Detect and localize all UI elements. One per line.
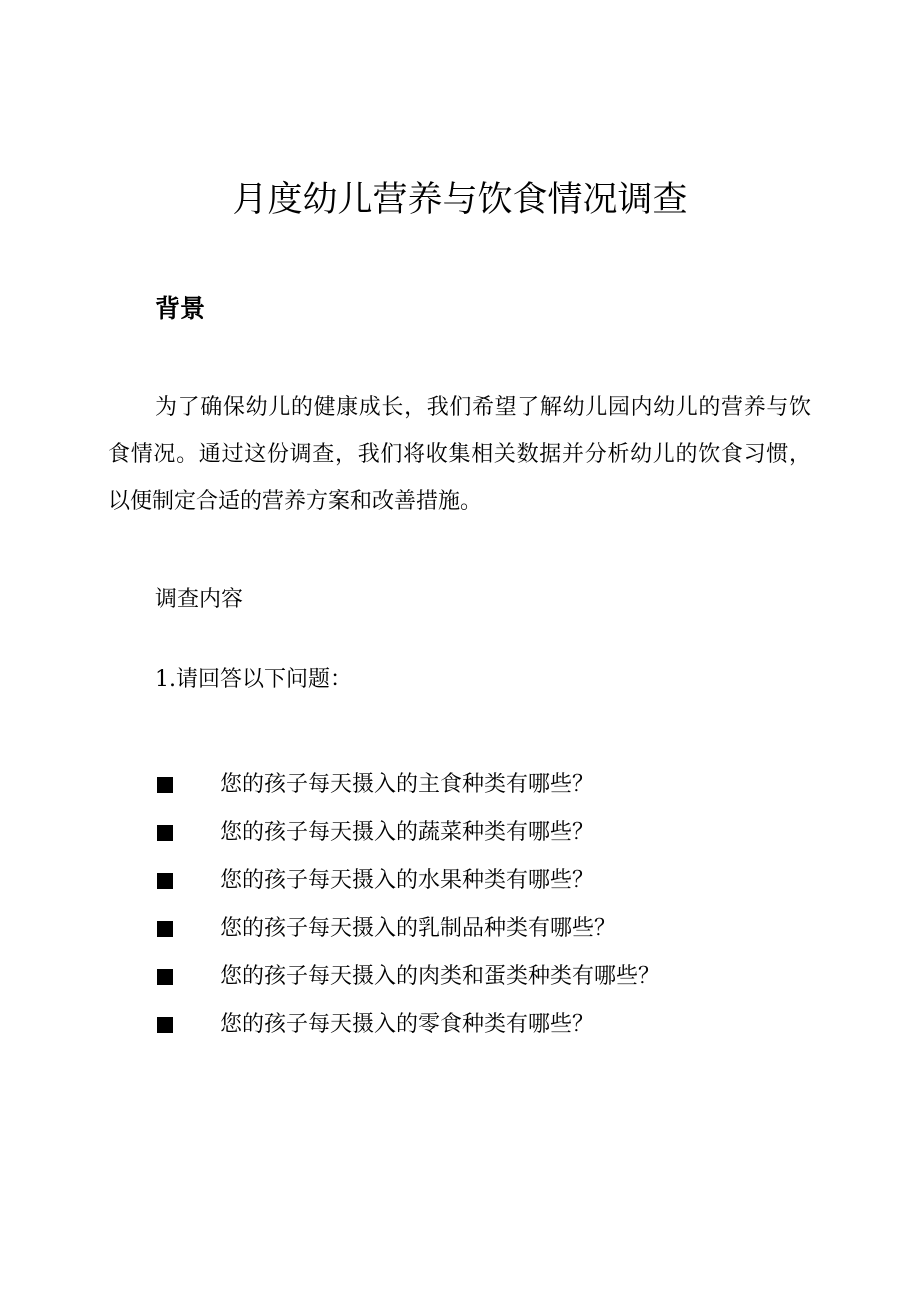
- question-item: [157, 953, 660, 1001]
- question-text: 您的孩子每天摄入的水果种类有哪些？: [220, 868, 595, 893]
- question-item: [157, 761, 660, 809]
- background-heading: 背景: [155, 294, 206, 323]
- question-item: [157, 809, 660, 857]
- square-bullet-icon: [157, 777, 173, 793]
- question-text: 您的孩子每天摄入的蔬菜种类有哪些？: [220, 820, 595, 845]
- question-list: [157, 761, 660, 1049]
- background-paragraph: 为了确保幼儿的健康成长，我们希望了解幼儿园内幼儿的营养与饮食情况。通过这份调查，我们将收集相关数据并分析幼儿的饮食习惯，以便制定合适的营养方案和改善措施。: [108, 395, 811, 514]
- question-item: [157, 857, 660, 905]
- survey-content-heading: 调查内容: [155, 587, 244, 612]
- question-text: 您的孩子每天摄入的零食种类有哪些？: [220, 1012, 595, 1037]
- question-text: 您的孩子每天摄入的肉类和蛋类种类有哪些？: [220, 964, 661, 989]
- square-bullet-icon: [157, 1017, 173, 1033]
- question-text: 您的孩子每天摄入的乳制品种类有哪些？: [220, 916, 617, 941]
- question-intro: 1.请回答以下问题：: [155, 667, 352, 692]
- question-item: [157, 905, 660, 953]
- square-bullet-icon: [157, 825, 173, 841]
- question-text: 您的孩子每天摄入的主食种类有哪些？: [220, 772, 595, 797]
- page-title: 月度幼儿营养与饮食情况调查: [232, 180, 688, 220]
- square-bullet-icon: [157, 969, 173, 985]
- question-item: [157, 1001, 660, 1049]
- square-bullet-icon: [157, 873, 173, 889]
- square-bullet-icon: [157, 921, 173, 937]
